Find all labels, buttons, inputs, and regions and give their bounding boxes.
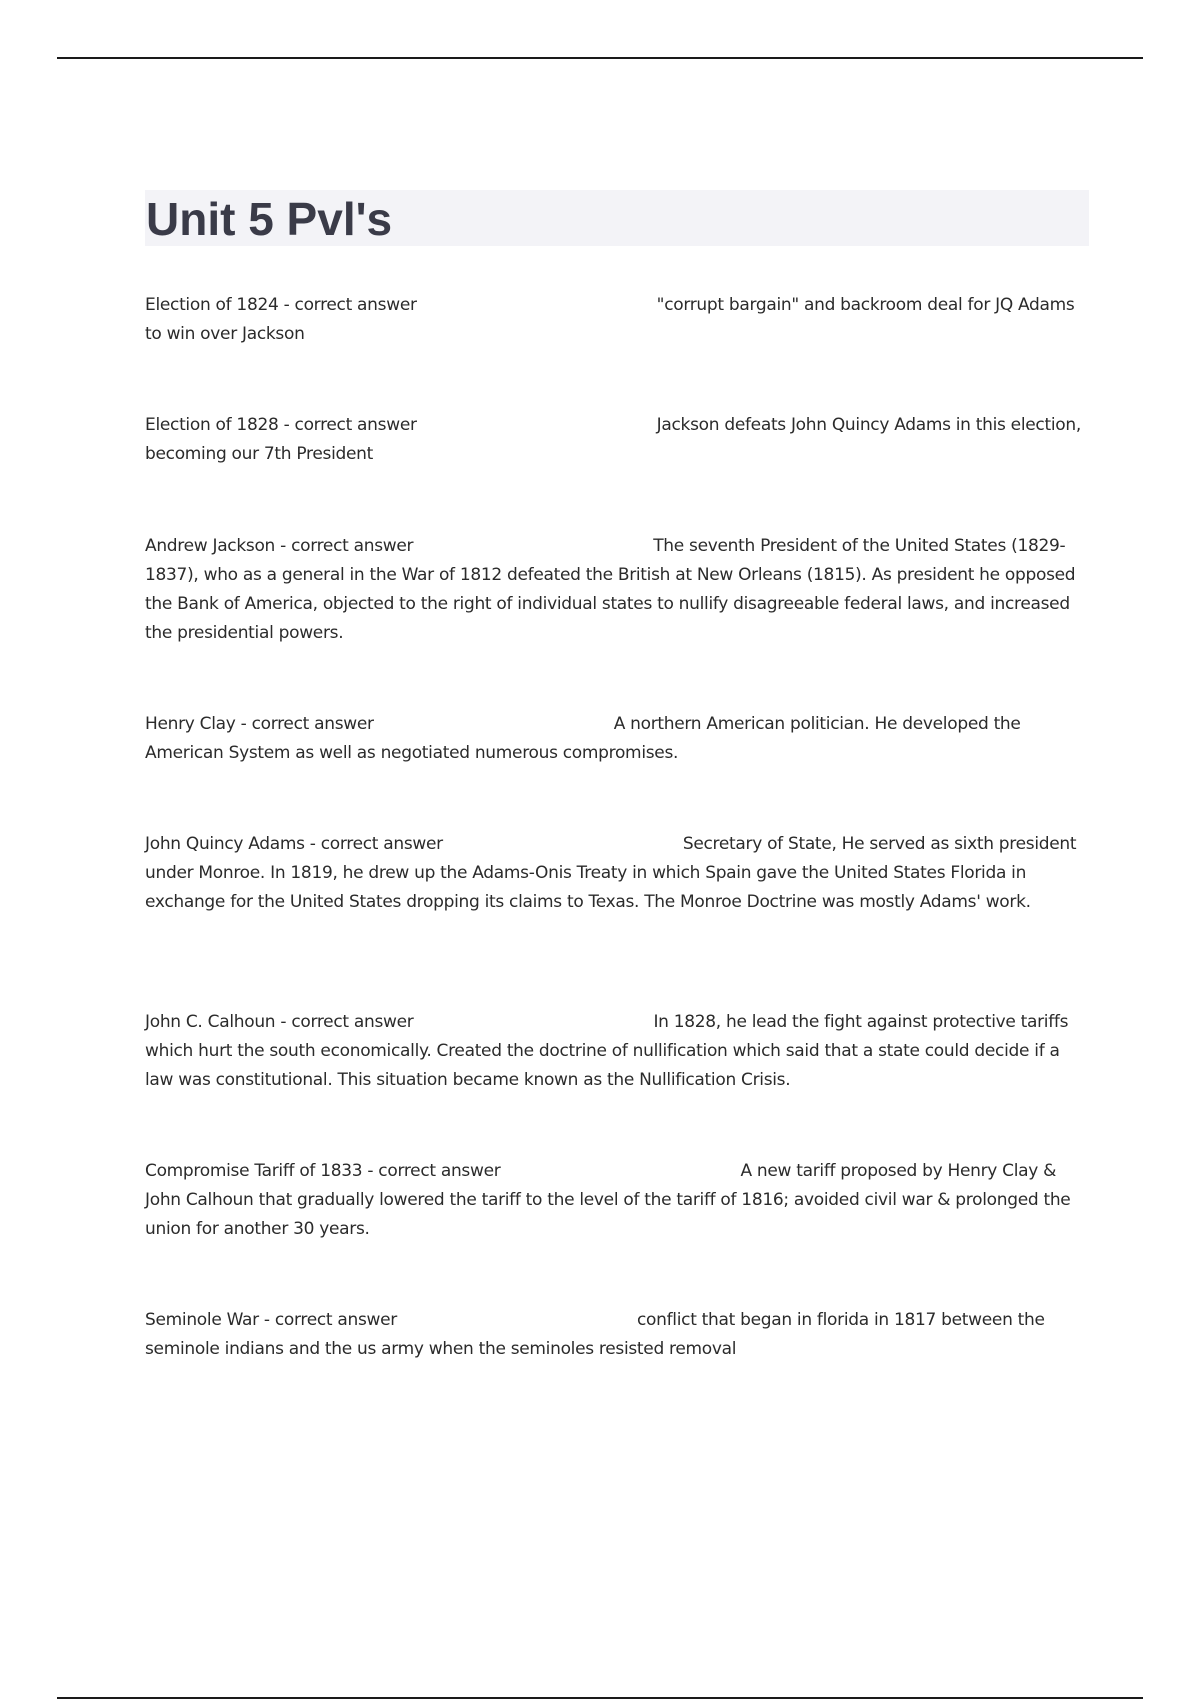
bottom-rule — [57, 1697, 1143, 1699]
entry-compromise-tariff-1833 — [145, 1157, 1085, 1244]
top-rule — [57, 57, 1143, 59]
entry-definition: "corrupt bargain" and backroom deal for JQ Adams to win over Jackson — [145, 295, 1075, 344]
entry-definition: conflict that began in florida in 1817 between the seminole indians and the us army when the seminoles resisted removal — [145, 1310, 1045, 1359]
entry-definition: Secretary of State, He served as sixth president under Monroe. In 1819, he drew up the Adams-Onis Treaty in which Spain gave the United States Florida in exchange for the United States dropping its claims to Texas. The Monroe Doctrine was mostly Adams' work. — [145, 834, 1077, 912]
entry-term: Election of 1828 - correct answer — [145, 415, 417, 435]
entry-term: Andrew Jackson - correct answer — [145, 536, 414, 556]
entry-definition: Jackson defeats John Quincy Adams in this election, becoming our 7th President — [145, 415, 1081, 464]
entry-definition: In 1828, he lead the fight against protective tariffs which hurt the south economically. Created the doctrine of nullification which said that a state could decide if a law was constitutional. This situation became known as the Nullification Crisis. — [145, 1012, 1069, 1090]
entry-definition: The seventh President of the United States (1829-1837), who as a general in the War of 1812 defeated the British at New Orleans (1815). As president he opposed the Bank of America, objected to the right of individual states to nullify disagreeable federal laws, and increased the presidential powers. — [145, 536, 1076, 643]
entry-definition: A northern American politician. He developed the American System as well as negotiated numerous compromises. — [145, 714, 1021, 763]
entry-election-1824 — [145, 291, 1085, 349]
entry-term: Seminole War - correct answer — [145, 1310, 397, 1330]
entry-term: Compromise Tariff of 1833 - correct answer — [145, 1161, 501, 1181]
entry-henry-clay — [145, 710, 1085, 768]
entry-term: John Quincy Adams - correct answer — [145, 834, 443, 854]
page-title: Unit 5 Pvl's — [146, 193, 393, 245]
entry-term: John C. Calhoun - correct answer — [145, 1012, 414, 1032]
entry-election-1828 — [145, 411, 1085, 469]
entry-term: Henry Clay - correct answer — [145, 714, 374, 734]
entry-andrew-jackson — [145, 532, 1085, 648]
entry-seminole-war — [145, 1306, 1085, 1364]
entry-term: Election of 1824 - correct answer — [145, 295, 417, 315]
entry-definition: A new tariff proposed by Henry Clay & John Calhoun that gradually lowered the tariff to the level of the tariff of 1816; avoided civil war & prolonged the union for another 30 years. — [145, 1161, 1071, 1239]
entry-john-quincy-adams — [145, 830, 1085, 917]
entry-john-c-calhoun — [145, 1008, 1085, 1095]
